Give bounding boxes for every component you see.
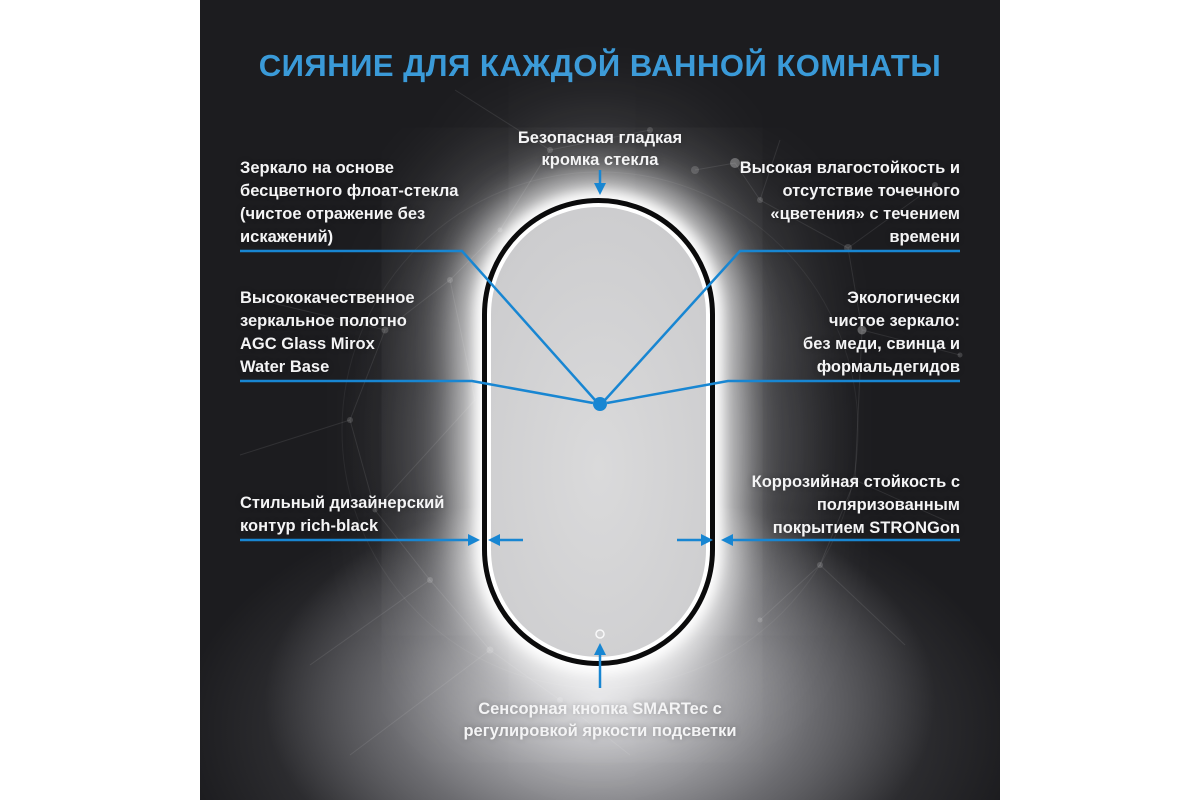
callout-line-mid-right	[607, 381, 960, 403]
annotation-line: «цветения» с течением	[770, 205, 960, 223]
annotation-line: Безопасная гладкая	[517, 129, 683, 147]
annotation-line: отсутствие точечного	[782, 182, 960, 200]
annotation-smartec-button	[390, 698, 810, 742]
sensor-button	[596, 630, 604, 638]
infographic-canvas	[200, 0, 1000, 800]
annotation-line: искажений)	[240, 228, 334, 246]
annotation-line: AGC Glass Mirox	[240, 335, 375, 353]
annotation-line: Сенсорная кнопка SMARTec с	[478, 700, 722, 718]
annotation-line: без меди, свинца и	[803, 335, 960, 353]
annotation-line: кромка стекла	[541, 151, 659, 169]
annotation-rich-black-contour	[240, 492, 500, 538]
annotation-float-glass	[240, 157, 480, 249]
callout-line-mid-left	[240, 381, 593, 403]
arrow-up-icon	[594, 643, 606, 655]
annotation-line: бесцветного флоат-стекла	[240, 182, 459, 200]
annotation-line: Water Base	[240, 358, 330, 376]
annotation-line: времени	[889, 228, 960, 246]
annotation-line: Высокая влагостойкость и	[739, 159, 960, 177]
annotation-line: Зеркало на основе	[240, 159, 394, 177]
annotation-line: покрытием STRONGon	[772, 519, 960, 537]
annotation-line: поляризованным	[816, 496, 960, 514]
callout-center-dot	[593, 397, 607, 411]
annotation-line: формальдегидов	[816, 358, 960, 376]
annotation-moisture-resistance	[700, 157, 960, 249]
annotation-line: Коррозийная стойкость с	[751, 473, 960, 491]
annotation-line: регулировкой яркости подсветки	[463, 722, 737, 740]
annotation-eco-friendly	[700, 287, 960, 379]
poster-title: СИЯНИЕ ДЛЯ КАЖДОЙ ВАННОЙ КОМНАТЫ	[258, 48, 942, 83]
annotation-line: контур rich-black	[240, 517, 379, 535]
annotation-line: Стильный дизайнерский	[240, 494, 445, 512]
annotation-mirror-canvas	[240, 287, 480, 379]
annotation-line: (чистое отражение без	[240, 205, 426, 223]
arrow-down-icon	[594, 183, 606, 195]
annotation-line: Высококачественное	[240, 289, 415, 307]
callout-lines	[200, 0, 1000, 800]
annotation-line: Экологически	[847, 289, 960, 307]
annotation-line: чистое зеркало:	[828, 312, 960, 330]
annotation-strongon-coating	[690, 471, 960, 540]
annotation-line: зеркальное полотно	[240, 312, 407, 330]
